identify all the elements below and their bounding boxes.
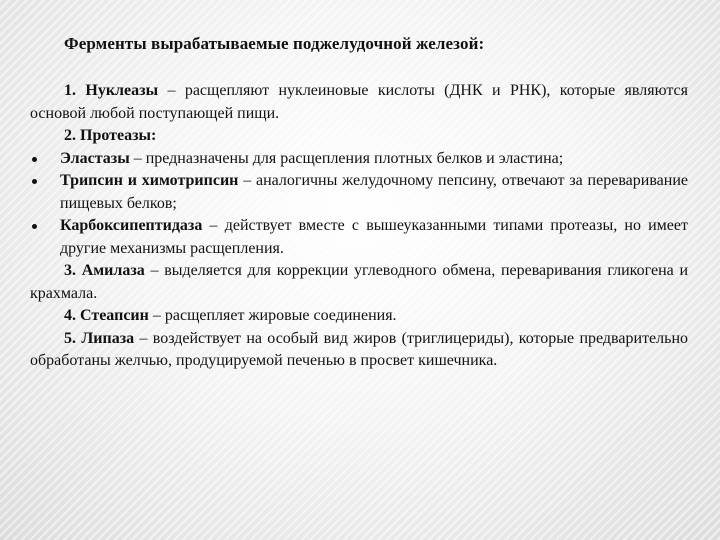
bullet-dot-icon (32, 157, 37, 162)
item-number: 4. (64, 307, 76, 324)
item-number: 3. (64, 262, 76, 279)
bullet-dot-icon (32, 179, 37, 184)
bullet-item (30, 215, 688, 260)
item-number: 1. (64, 82, 76, 99)
bullet-term: Карбоксипептидаза (60, 217, 203, 234)
proteases-heading: 2. Протеазы: (64, 127, 157, 144)
bullet-item (30, 170, 688, 215)
item-term: Амилаза (81, 262, 145, 279)
item-text: – воздействует на особый вид жиров (триглицериды), которые предварительно обработаны желчью, продуцируемой печенью в просвет кишечника. (30, 329, 689, 369)
slide-title: Ферменты вырабатываемые поджелудочной железой: (64, 34, 485, 53)
item-term: Липаза (81, 329, 135, 347)
item-text: – расщепляет жировые соединения. (148, 307, 397, 324)
item-text: – расщепляют нуклеиновые кислоты (ДНК и РНК), которые являются основой любой поступающей пищи. (30, 82, 688, 122)
bullet-dot-icon (32, 224, 37, 229)
bullet-text: – предназначены для расщепления плотных белков и эластина; (129, 149, 564, 167)
bullet-term: Трипсин и химотрипсин (60, 172, 239, 189)
bullet-text: – аналогичны желудочному пепсину, отвечают за переваривание пищевых белков; (60, 172, 689, 212)
item-term: Нуклеазы (85, 82, 159, 99)
slide-body (30, 80, 688, 373)
item-steapsin (30, 305, 688, 328)
item-term: Стеапсин (80, 307, 149, 324)
bullet-text: – действует вместе с вышеуказанными типами протеазы, но имеет другие механизмы расщепления. (60, 217, 688, 257)
item-lipase (30, 328, 688, 373)
bullet-term: Эластазы (60, 149, 130, 167)
item-text: – выделяется для коррекции углеводного обмена, переваривания гликогена и крахмала. (30, 262, 689, 302)
item-nucleases (30, 80, 688, 125)
bullet-item (30, 148, 688, 171)
item-amylase (30, 260, 688, 305)
item-number: 5. (64, 329, 76, 347)
